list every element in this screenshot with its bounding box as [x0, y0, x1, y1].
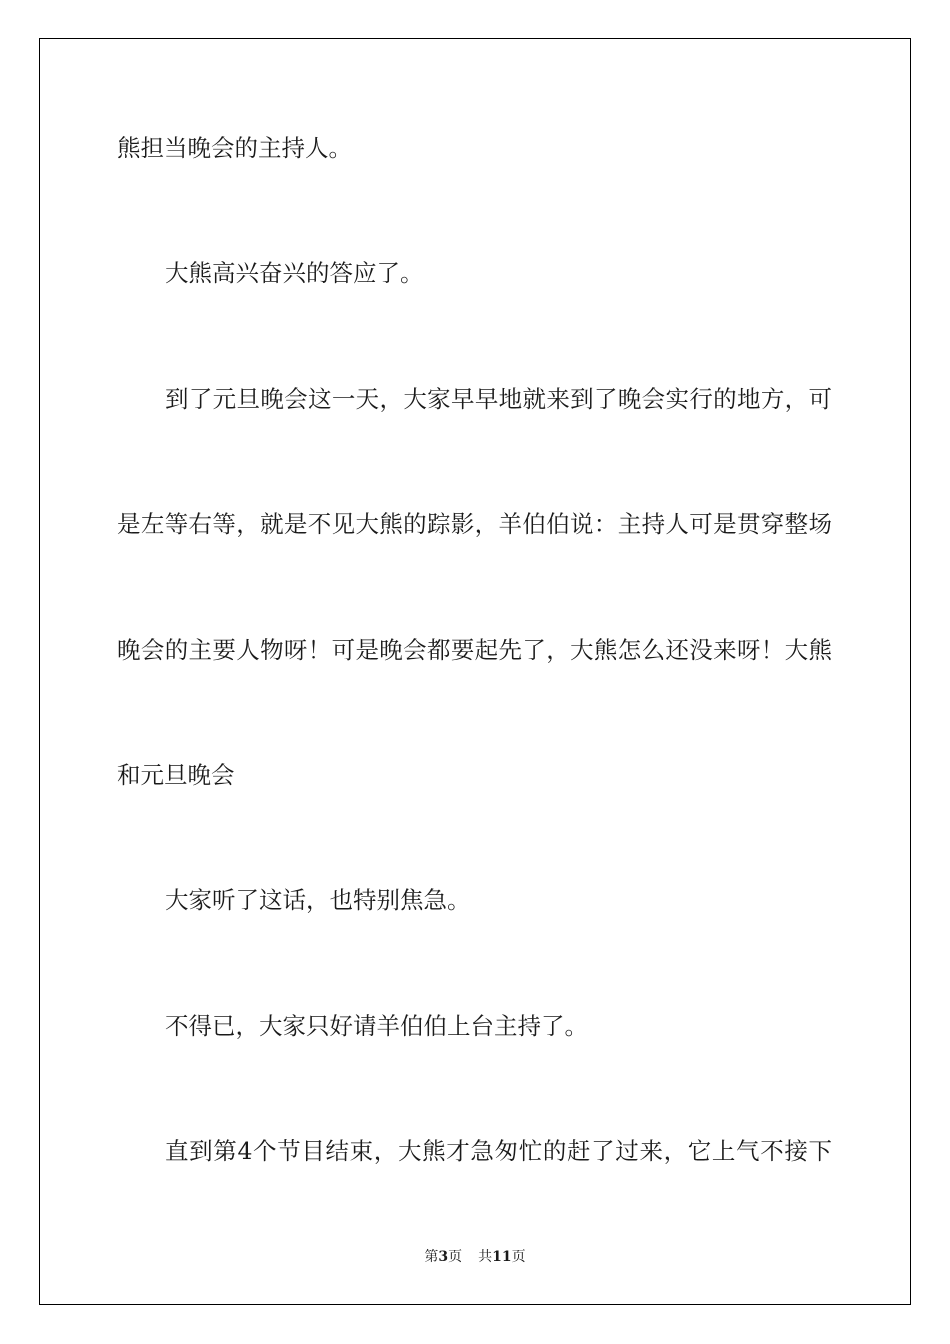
- body-text-line: 是左等右等，就是不见大熊的踪影，羊伯伯说：主持人可是贯穿整场: [117, 510, 832, 538]
- body-text-line: 和元旦晚会: [117, 761, 235, 789]
- body-text-line: 到了元旦晚会这一天，大家早早地就来到了晚会实行的地方，可: [165, 385, 832, 413]
- page-border: [39, 38, 911, 1305]
- body-text-line: 直到第4个节目结束，大熊才急匆忙的赶了过来，它上气不接下: [165, 1137, 832, 1165]
- body-text-line: 大熊高兴奋兴的答应了。: [165, 259, 424, 287]
- body-text-line: 晚会的主要人物呀！可是晚会都要起先了，大熊怎么还没来呀！大熊: [117, 636, 832, 664]
- total-pages-indicator: 共11页: [478, 1249, 526, 1265]
- page-footer: [0, 1248, 950, 1266]
- body-text-line: 大家听了这话，也特别焦急。: [165, 886, 471, 914]
- body-text-line: 熊担当晚会的主持人。: [117, 134, 352, 162]
- body-text-line: 不得已，大家只好请羊伯伯上台主持了。: [165, 1012, 588, 1040]
- page-indicator: 第3页: [424, 1249, 463, 1265]
